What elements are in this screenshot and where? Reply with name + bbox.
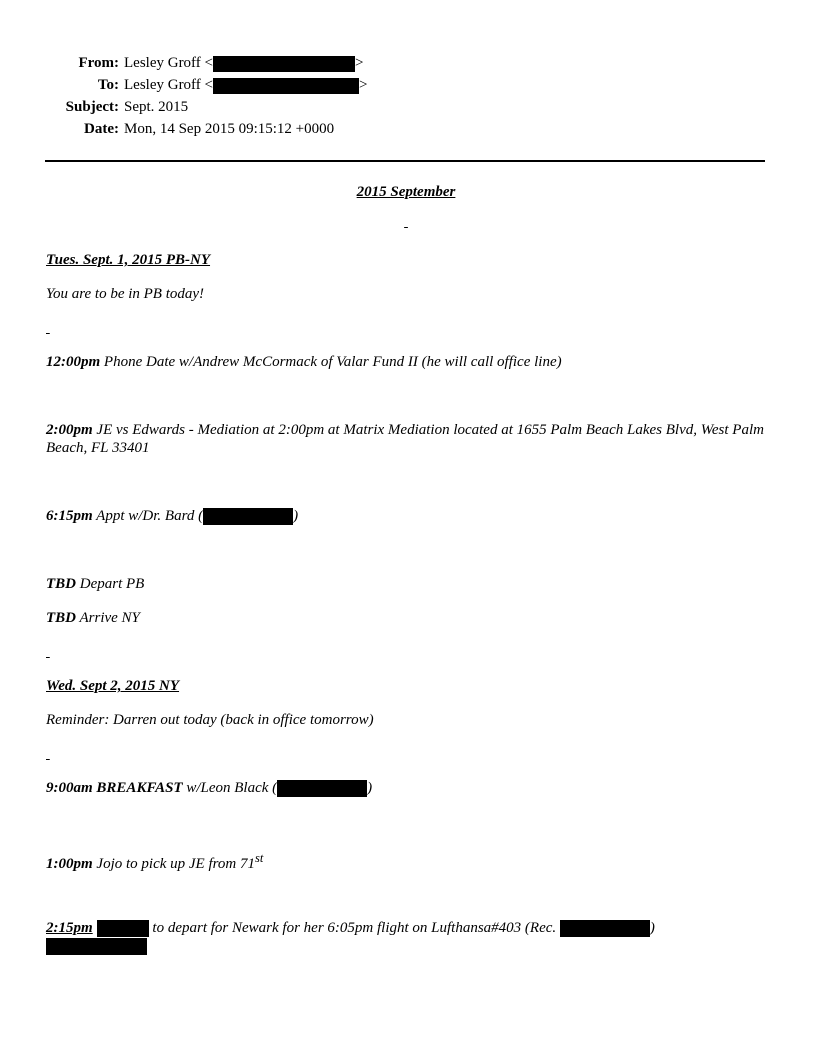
entry-text: to depart for Newark for her 6:05pm flight on Lufthansa#403 (Rec.	[148, 920, 560, 936]
subject-value: Sept. 2015	[124, 99, 189, 115]
entry-time: 2:15pm	[46, 920, 93, 936]
redaction-block	[560, 920, 650, 937]
from-row	[46, 52, 746, 74]
entry-time: TBD	[46, 576, 76, 592]
spacer-mark	[46, 319, 766, 337]
calendar-entry	[46, 919, 766, 955]
calendar-entry	[46, 421, 766, 457]
entry-text: Jojo to pick up JE from 71	[92, 856, 255, 872]
entry-emphasis: BREAKFAST	[92, 780, 183, 796]
message-body	[46, 183, 766, 936]
entry-time: 6:15pm	[46, 508, 93, 524]
subject-row	[46, 96, 746, 118]
calendar-title: 2015 September	[356, 184, 456, 200]
spacer-mark	[46, 643, 766, 661]
subject-label: Subject:	[65, 99, 119, 115]
calendar-entry	[46, 609, 766, 627]
from-label: From:	[78, 55, 119, 71]
day-heading: Wed. Sept 2, 2015 NY	[46, 678, 180, 694]
from-value: Lesley Groff <	[124, 55, 213, 71]
day-note: You are to be in PB today!	[46, 286, 205, 302]
entry-time: 9:00am	[46, 780, 93, 796]
calendar-entry	[46, 575, 766, 593]
redaction-block	[213, 78, 359, 94]
email-header	[46, 52, 746, 140]
date-label: Date:	[84, 121, 119, 137]
to-row	[46, 74, 746, 96]
entry-text: Depart PB	[76, 576, 145, 592]
date-value: Mon, 14 Sep 2015 09:15:12 +0000	[124, 121, 335, 137]
redaction-block	[213, 56, 355, 72]
entry-time: 2:00pm	[46, 422, 93, 438]
entry-text: Phone Date w/Andrew McCormack of Valar Fund II (he will call office line)	[100, 354, 562, 370]
entry-text: Appt w/Dr. Bard (	[92, 508, 204, 524]
entry-close: )	[293, 508, 299, 524]
entry-superscript: st	[255, 851, 264, 865]
calendar-entry	[46, 849, 766, 873]
entry-time: 1:00pm	[46, 856, 93, 872]
calendar-entry	[46, 353, 766, 371]
date-row	[46, 118, 746, 140]
redaction-block	[203, 508, 293, 525]
redaction-block	[46, 938, 147, 955]
spacer-mark	[46, 215, 766, 229]
header-divider	[45, 160, 765, 162]
entry-close: )	[367, 780, 373, 796]
from-close: >	[355, 55, 364, 71]
to-label: To:	[97, 77, 119, 93]
entry-text: Arrive NY	[76, 610, 140, 626]
day-heading: Tues. Sept. 1, 2015 PB-NY	[46, 252, 211, 268]
to-value: Lesley Groff <	[124, 77, 213, 93]
day-note: Reminder: Darren out today (back in office tomorrow)	[46, 712, 374, 728]
calendar-entry	[46, 779, 766, 797]
entry-time: 12:00pm	[46, 354, 101, 370]
redaction-block	[97, 920, 149, 937]
entry-text: JE vs Edwards - Mediation at 2:00pm at Matrix Mediation located at 1655 Palm Beach Lakes Blvd, West Palm Beach, FL 33401	[46, 422, 764, 456]
calendar-entry	[46, 507, 766, 525]
entry-text: w/Leon Black (	[182, 780, 278, 796]
to-close: >	[359, 77, 368, 93]
redaction-block	[277, 780, 367, 797]
entry-time: TBD	[46, 610, 76, 626]
spacer-mark	[46, 745, 766, 763]
entry-close: )	[649, 920, 655, 936]
